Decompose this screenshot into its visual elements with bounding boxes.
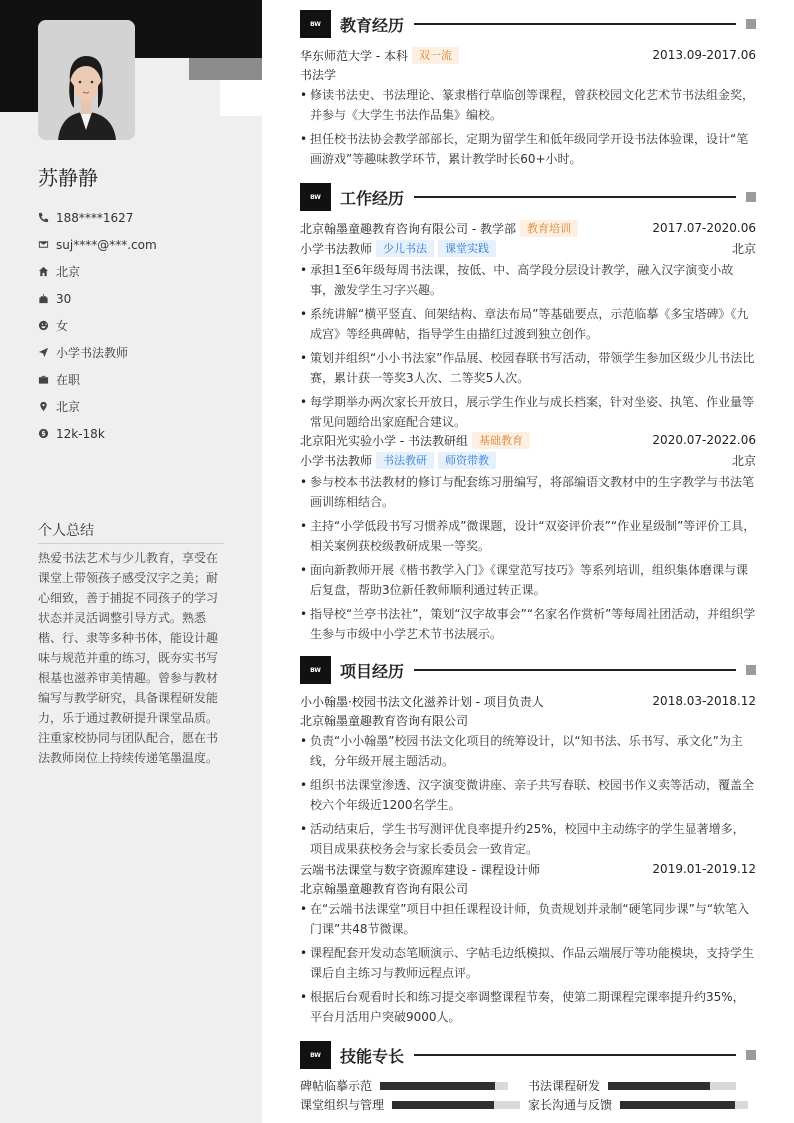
job-date: 2020.07-2022.06: [652, 433, 756, 447]
project-date: 2019.01-2019.12: [652, 862, 756, 876]
education-bullets: [300, 85, 756, 169]
job-role: 小学书法教师: [300, 241, 373, 256]
cake-icon: [38, 293, 56, 304]
skill-level-fill: [380, 1082, 495, 1090]
skill-level-bar: [380, 1082, 508, 1090]
company-name: 北京翰墨童趣教育咨询有限公司 - 教学部: [300, 221, 516, 236]
job-city: 北京: [731, 453, 756, 468]
skill-name: 书法课程研发: [528, 1079, 601, 1093]
work-job-1: [300, 218, 756, 436]
job-bullets: [300, 260, 756, 432]
list-item: • 每学期举办两次家长开放日，展示学生作业与成长档案，针对坐姿、执笔、作业量等常见问题给出家庭配合建议。: [300, 392, 756, 432]
target-city-text: 北京: [56, 400, 81, 414]
candidate-name: 苏静静: [38, 166, 98, 190]
briefcase-icon: [38, 374, 56, 385]
skill-name: 课堂组织与管理: [300, 1098, 385, 1112]
list-item: • 面向新教师开展《楷书教学入门》《课堂范写技巧》等系列培训，组织集体磨课与课后复盘，帮助3位新任教师顺利通过转正课。: [300, 560, 756, 600]
coin-icon: [38, 428, 56, 439]
section-divider: [414, 196, 736, 198]
gender-row: [38, 312, 238, 339]
industry-tag: 基础教育: [472, 432, 530, 449]
send-icon: [38, 347, 56, 358]
school-name: 华东师范大学 - 本科: [300, 48, 408, 63]
email-row: [38, 231, 238, 258]
phone-text: 188****1627: [56, 210, 134, 225]
work-section-header: [300, 183, 756, 211]
skill-level-fill: [392, 1101, 494, 1109]
age-text: 30: [56, 291, 72, 306]
work-title: 工作经历: [340, 188, 405, 208]
section-badge: BW: [300, 183, 331, 211]
skill-tag: 少儿书法: [376, 240, 434, 257]
salary-row: [38, 420, 238, 447]
list-item: • 在“云端书法课堂”项目中担任课程设计师，负责规划并录制“硬笔同步课”与“软笔入门课”共48节微课。: [300, 899, 756, 939]
section-divider: [414, 1054, 736, 1056]
section-badge: BW: [300, 1041, 331, 1069]
profile-photo: [38, 20, 135, 140]
list-item: • 活动结束后，学生书写测评优良率提升约25%，校园中主动练字的学生显著增多，项目成果获校务会与家长委员会一致肯定。: [300, 819, 756, 859]
location-row: [38, 258, 238, 285]
email-icon: [38, 239, 56, 250]
education-section-header: [300, 10, 756, 38]
project-bullets: [300, 899, 756, 1027]
project-org: 北京翰墨童趣教育咨询有限公司: [300, 713, 469, 728]
project-1: [300, 691, 756, 863]
section-badge: BW: [300, 656, 331, 684]
location-text: 北京: [56, 265, 81, 279]
project-2: [300, 859, 756, 1031]
list-item: • 修读书法史、书法理论、篆隶楷行草临创等课程，曾获校园文化艺术节书法组金奖，并参与《大学生书法作品集》编校。: [300, 85, 756, 125]
skill-tag: 书法教研: [376, 452, 434, 469]
summary-title: 个人总结: [38, 520, 224, 544]
phone-row: [38, 204, 238, 231]
project-date: 2018.03-2018.12: [652, 694, 756, 708]
skill-item: [300, 1096, 528, 1113]
section-marker: [746, 665, 756, 675]
skill-level-fill: [608, 1082, 710, 1090]
list-item: • 负责“小小翰墨”校园书法文化项目的统筹设计，以“知书法、乐书写、承文化”为主线，分年级开展主题活动。: [300, 731, 756, 771]
skill-item: [300, 1077, 528, 1094]
section-marker: [746, 1050, 756, 1060]
job-bullets: [300, 472, 756, 644]
sidebar: [0, 0, 262, 1123]
map-pin-icon: [38, 401, 56, 412]
section-badge: BW: [300, 10, 331, 38]
salary-text: 12k-18k: [56, 426, 105, 441]
project-org: 北京翰墨童趣教育咨询有限公司: [300, 881, 469, 896]
skill-level-bar: [392, 1101, 520, 1109]
major-row: [300, 65, 756, 83]
list-item: • 参与校本书法教材的修订与配套练习册编写，将部编语文教材中的生字教学与书法笔画训练相结合。: [300, 472, 756, 512]
education-block: [300, 45, 756, 173]
company-name: 北京阳光实验小学 - 书法教研组: [300, 433, 468, 448]
project-name: 小小翰墨·校园书法文化滋养计划 - 项目负责人: [300, 694, 544, 709]
job-city: 北京: [731, 241, 756, 256]
section-marker: [746, 19, 756, 29]
work-job-2: [300, 430, 756, 648]
project-name: 云端书法课堂与数字资源库建设 - 课程设计师: [300, 862, 540, 877]
email-text: suj****@***.com: [56, 237, 157, 252]
education-header-row: [300, 45, 756, 65]
skill-item: [528, 1096, 756, 1113]
section-divider: [414, 23, 736, 25]
list-item: • 策划并组织“小小书法家”作品展、校园春联书写活动，带领学生参加区级少儿书法比赛，累计获一等奖3人次、二等奖5人次。: [300, 348, 756, 388]
home-icon: [38, 266, 56, 277]
list-item: • 系统讲解“横平竖直、间架结构、章法布局”等基础要点，示范临摹《多宝塔碑》《九成宫》等经典碑帖，指导学生由描红过渡到独立创作。: [300, 304, 756, 344]
skills-title: 技能专长: [340, 1046, 405, 1066]
portrait-illustration: [38, 20, 135, 140]
gender-text: 女: [56, 319, 69, 333]
major: 书法学: [300, 67, 337, 82]
target-city-row: [38, 393, 238, 420]
skill-item: [528, 1077, 756, 1094]
list-item: • 担任校书法协会教学部部长，定期为留学生和低年级同学开设书法体验课，设计“笔画游戏”等趣味教学环节，累计教学时长60+小时。: [300, 129, 756, 169]
list-item: • 承担1至6年级每周书法课，按低、中、高学段分层设计教学，融入汉字演变小故事，激发学生习字兴趣。: [300, 260, 756, 300]
job-date: 2017.07-2020.06: [652, 221, 756, 235]
section-marker: [746, 192, 756, 202]
skill-tag: 课堂实践: [438, 240, 496, 257]
section-divider: [414, 669, 736, 671]
education-title: 教育经历: [340, 15, 405, 35]
header-block-black-left: [0, 58, 38, 112]
job-role: 小学书法教师: [300, 453, 373, 468]
header-block-white: [220, 80, 262, 116]
skill-level-fill: [620, 1101, 735, 1109]
projects-title: 项目经历: [340, 661, 405, 681]
header-block-gray: [189, 58, 262, 80]
skills-list: [300, 1076, 756, 1114]
skill-tag: 师资带教: [438, 452, 496, 469]
list-item: • 主持“小学低段书写习惯养成”微课题，设计“双姿评价表”“作业星级制”等评价工具，相关案例获校级教研成果一等奖。: [300, 516, 756, 556]
summary-text: 热爱书法艺术与少儿教育，享受在课堂上带领孩子感受汉字之美；耐心细致，善于捕捉不同孩子的学习状态并灵活调整引导方式。熟悉楷、行、隶等多种书体，能设计趣味与规范并重的练习，既夯实书写根基也滋养审美情趣。曾参与教材编写与教学研究，具备课程研发能力，乐于通过教研提升课堂品质。注重家校协同与团队配合，愿在书法教师岗位上持续传递笔墨温度。: [38, 551, 219, 765]
target-job-row: [38, 339, 238, 366]
skill-level-bar: [620, 1101, 748, 1109]
age-row: [38, 285, 238, 312]
status-text: 在职: [56, 373, 81, 387]
target-job-text: 小学书法教师: [56, 346, 129, 360]
skills-section-header: [300, 1041, 756, 1069]
skill-level-bar: [608, 1082, 736, 1090]
industry-tag: 教育培训: [520, 220, 578, 237]
smile-icon: [38, 320, 56, 331]
skill-name: 家长沟通与反馈: [528, 1098, 613, 1112]
list-item: • 组织书法课堂渗透、汉字演变微讲座、亲子共写春联、校园书作义卖等活动，覆盖全校六个年级近1200名学生。: [300, 775, 756, 815]
school-tag: 双一流: [412, 47, 459, 64]
contact-info: [38, 204, 238, 447]
projects-section-header: [300, 656, 756, 684]
project-bullets: [300, 731, 756, 859]
education-date: 2013.09-2017.06: [652, 48, 756, 62]
skill-name: 碑帖临摹示范: [300, 1079, 373, 1093]
list-item: • 课程配套开发动态笔顺演示、字帖毛边纸模拟、作品云端展厅等功能模块，支持学生课后自主练习与教师远程点评。: [300, 943, 756, 983]
status-row: [38, 366, 238, 393]
list-item: • 指导校“兰亭书法社”，策划“汉字故事会”“名家名作赏析”等每周社团活动，并组织学生参与市级中小学艺术节书法展示。: [300, 604, 756, 644]
list-item: • 根据后台观看时长和练习提交率调整课程节奏，使第二期课程完课率提升约35%，平台月活用户突破9000人。: [300, 987, 756, 1027]
phone-icon: [38, 212, 56, 223]
